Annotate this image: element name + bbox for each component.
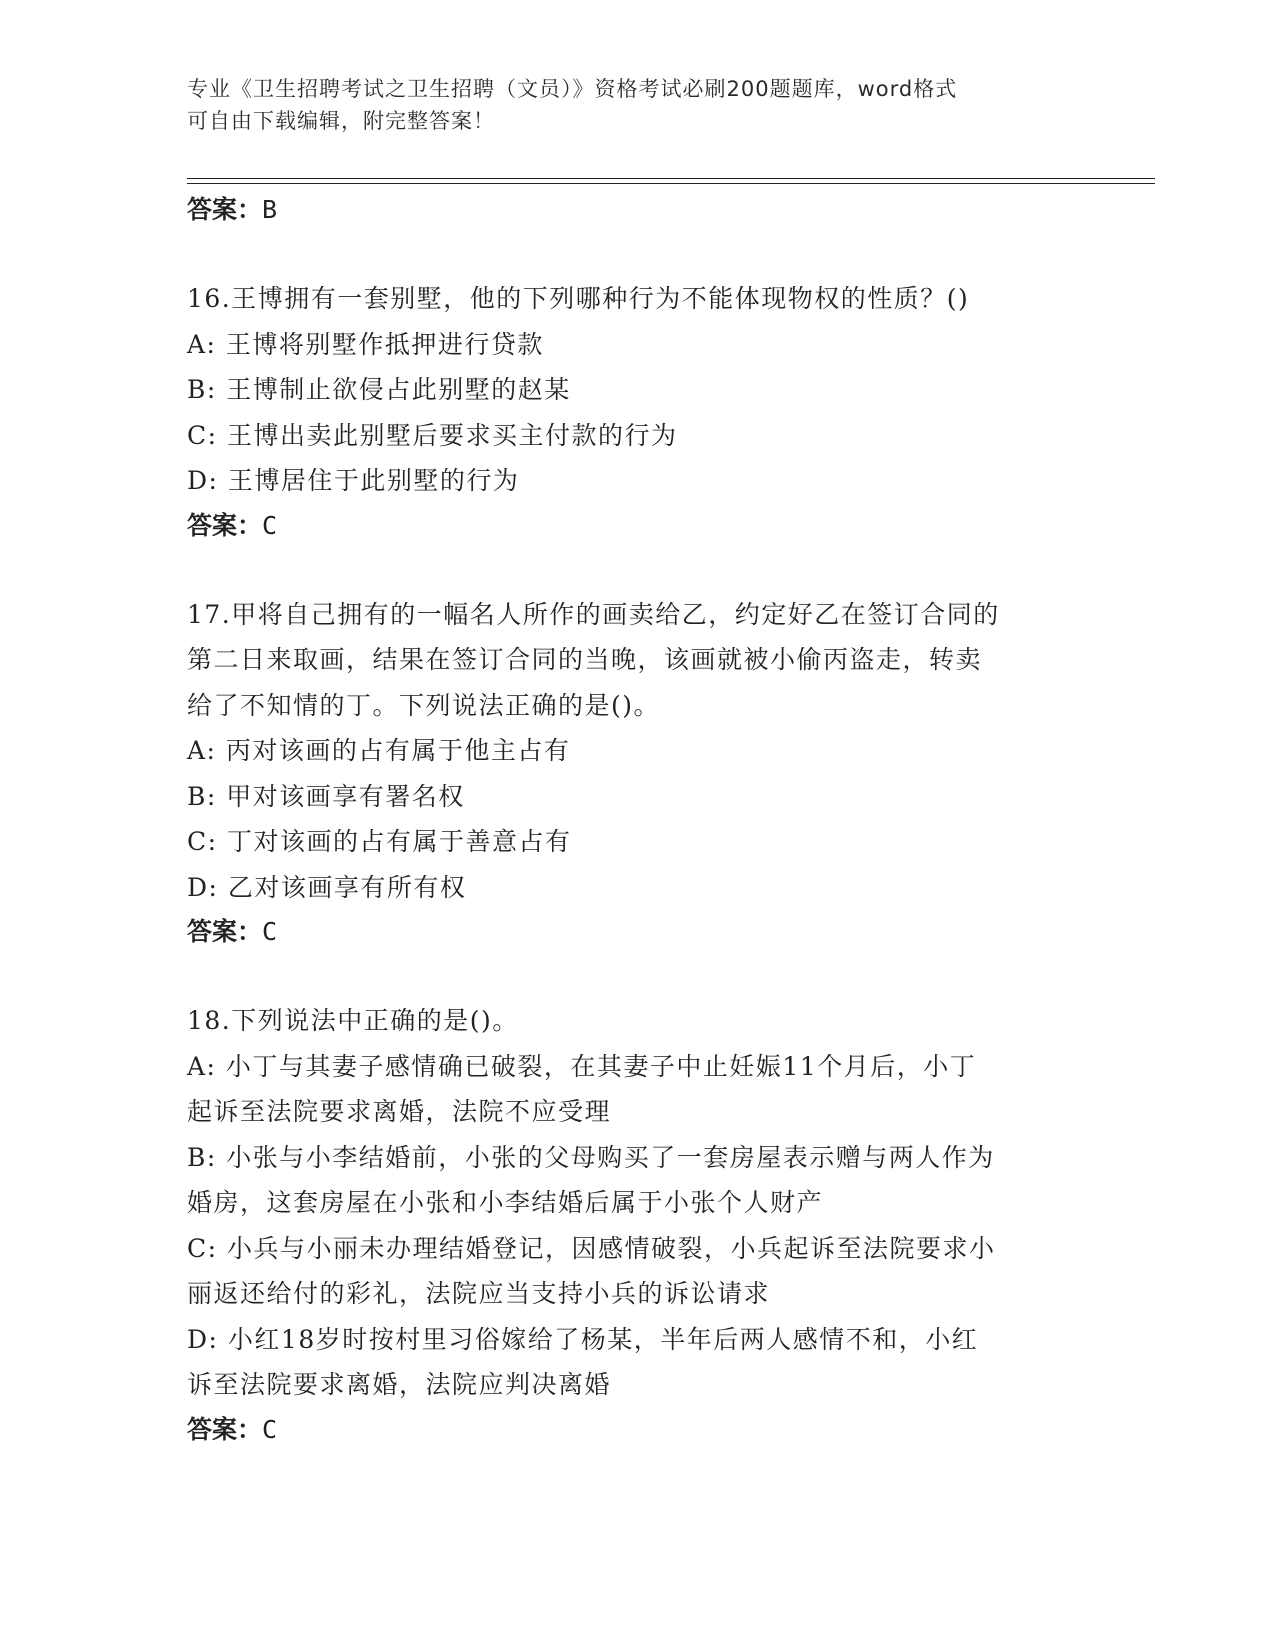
answer-value: B: [262, 195, 278, 224]
question-stem-line: 第二日来取画，结果在签订合同的当晚，该画就被小偷丙盗走，转卖: [187, 645, 983, 674]
question-list: [187, 188, 1107, 1452]
question-stem-line: 16.王博拥有一套别墅，他的下列哪种行为不能体现物权的性质？(): [187, 284, 970, 313]
question-stem-line: 17.甲将自己拥有的一幅名人所作的画卖给乙，约定好乙在签订合同的: [187, 599, 1000, 629]
answer-line: [187, 910, 1107, 954]
option-d: D: 王博居住于此别墅的行为: [187, 466, 520, 495]
option-b: B: 甲对该画享有署名权: [187, 781, 465, 811]
option-a: A: 小丁与其妻子感情确已破裂，在其妻子中止妊娠11个月后，小丁: [187, 1051, 977, 1081]
question-17: [187, 592, 1107, 955]
option-a-cont: 起诉至法院要求离婚，法院不应受理: [187, 1097, 612, 1126]
question-stem-line: 给了不知情的丁。下列说法正确的是()。: [187, 690, 661, 720]
option-d: D: 小红18岁时按村里习俗嫁给了杨某，半年后两人感情不和，小红: [187, 1324, 979, 1354]
header-rule-top: [187, 178, 1155, 179]
option-b: B: 小张与小李结婚前，小张的父母购买了一套房屋表示赠与两人作为: [187, 1142, 995, 1172]
question-18: [187, 998, 1107, 1452]
answer-label: 答案：: [187, 510, 263, 540]
option-c: C: 王博出卖此别墅后要求买主付款的行为: [187, 420, 678, 450]
question-16: [187, 276, 1107, 548]
header-line-1: 专业《卫生招聘考试之卫生招聘（文员）》资格考试必刷200题题库，word格式: [187, 77, 958, 101]
answer-label: 答案：: [187, 917, 263, 946]
document-header: [187, 73, 1087, 137]
answer-value: C: [262, 917, 278, 946]
option-c-cont: 丽返还给付的彩礼，法院应当支持小兵的诉讼请求: [187, 1279, 771, 1308]
option-a: A: 丙对该画的占有属于他主占有: [187, 736, 571, 765]
answer-label: 答案：: [187, 195, 263, 224]
answer-value: C: [262, 510, 278, 540]
option-d: D: 乙对该画享有所有权: [187, 872, 467, 902]
option-b: B: 王博制止欲侵占此别墅的赵某: [187, 375, 571, 404]
question-stem-line: 18.下列说法中正确的是()。: [187, 1006, 519, 1035]
option-b-cont: 婚房，这套房屋在小张和小李结婚后属于小张个人财产: [187, 1188, 824, 1217]
answer-line: [187, 504, 1107, 548]
answer-line: [187, 188, 1107, 232]
option-d-cont: 诉至法院要求离婚，法院应判决离婚: [187, 1370, 612, 1399]
answer-line: [187, 1408, 1107, 1452]
header-line-2: 可自由下载编辑，附完整答案！: [187, 109, 495, 133]
option-c: C: 小兵与小丽未办理结婚登记，因感情破裂，小兵起诉至法院要求小: [187, 1233, 996, 1263]
option-c: C: 丁对该画的占有属于善意占有: [187, 827, 572, 856]
option-a: A: 王博将别墅作抵押进行贷款: [187, 329, 544, 359]
header-rule-bottom: [187, 183, 1155, 184]
answer-label: 答案：: [187, 1414, 263, 1444]
answer-value: C: [262, 1414, 278, 1444]
